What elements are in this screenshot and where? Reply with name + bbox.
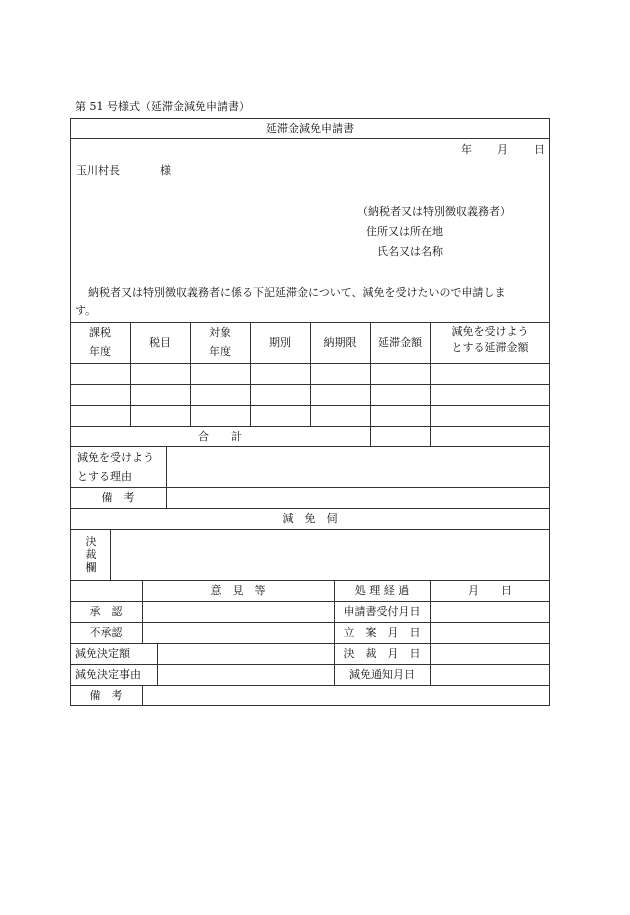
month-day-label: 月 日 xyxy=(468,584,512,597)
date-day-label: 日 xyxy=(534,143,545,156)
remarks-label: 備 考 xyxy=(101,491,135,504)
applicant-name-label: 氏名又は名称 xyxy=(377,245,443,258)
remarks-label-2: 備 考 xyxy=(89,689,123,702)
decision-col-line xyxy=(110,529,111,580)
opinion-col-line xyxy=(157,643,158,685)
table-line xyxy=(70,426,550,427)
applicant-role: （納税者又は特別徴収義務者） xyxy=(357,205,511,218)
addressee-name: 玉川村長 xyxy=(76,164,120,177)
statement-line1: 納税者又は特別徴収義務者に係る下記延滞金について、減免を受けたいので申請しま xyxy=(88,286,506,299)
form-title: 延滞金減免申請書 xyxy=(266,122,354,135)
addressee-honorific: 様 xyxy=(160,164,171,177)
table-line xyxy=(70,487,550,488)
opinion-label: 意 見 等 xyxy=(210,584,266,597)
header-tax-item: 税目 xyxy=(149,336,171,349)
approval-label: 承 認 xyxy=(89,605,123,618)
total-label: 合 計 xyxy=(198,430,242,443)
header-period: 期別 xyxy=(269,336,291,349)
reason-col-line xyxy=(166,446,167,508)
table-line xyxy=(70,643,550,644)
date-month-label: 月 xyxy=(497,143,508,156)
exemption-decided-amount-label: 減免決定額 xyxy=(75,647,130,660)
table-line xyxy=(70,508,550,509)
header-target-year: 対象 年度 xyxy=(209,326,231,358)
process-label: 処 理 経 過 xyxy=(354,584,410,597)
notified-date-label: 減免通知月日 xyxy=(349,668,415,681)
reason-label: 減免を受けよう とする理由 xyxy=(77,451,154,483)
drafted-date-label: 立 案 月 日 xyxy=(343,626,421,639)
table-line xyxy=(70,664,550,665)
header-due-date: 納期限 xyxy=(323,336,357,349)
applicant-address-label: 住所又は所在地 xyxy=(366,225,443,238)
form-number: 第 51 号様式（延滞金減免申請書） xyxy=(75,100,250,113)
header-tax-year: 課税 年度 xyxy=(89,326,111,358)
received-date-label: 申請書受付月日 xyxy=(343,605,421,618)
table-line xyxy=(70,446,550,447)
disapproval-label: 不承認 xyxy=(89,626,123,639)
decision-label: 決 裁 欄 xyxy=(85,535,97,574)
statement-line2: す。 xyxy=(75,304,97,317)
opinion-col-line xyxy=(142,685,143,706)
inquiry-label: 減 免 伺 xyxy=(282,512,338,525)
table-line xyxy=(70,529,550,530)
date-year-label: 年 xyxy=(461,143,472,156)
header-exemption-amount: 減免を受けよう とする延滞金額 xyxy=(451,325,529,354)
decided-date-label: 決 裁 月 日 xyxy=(343,647,421,660)
divider xyxy=(70,138,550,139)
header-late-fee: 延滞金額 xyxy=(378,336,422,349)
exemption-decided-reason-label: 減免決定事由 xyxy=(75,668,141,681)
